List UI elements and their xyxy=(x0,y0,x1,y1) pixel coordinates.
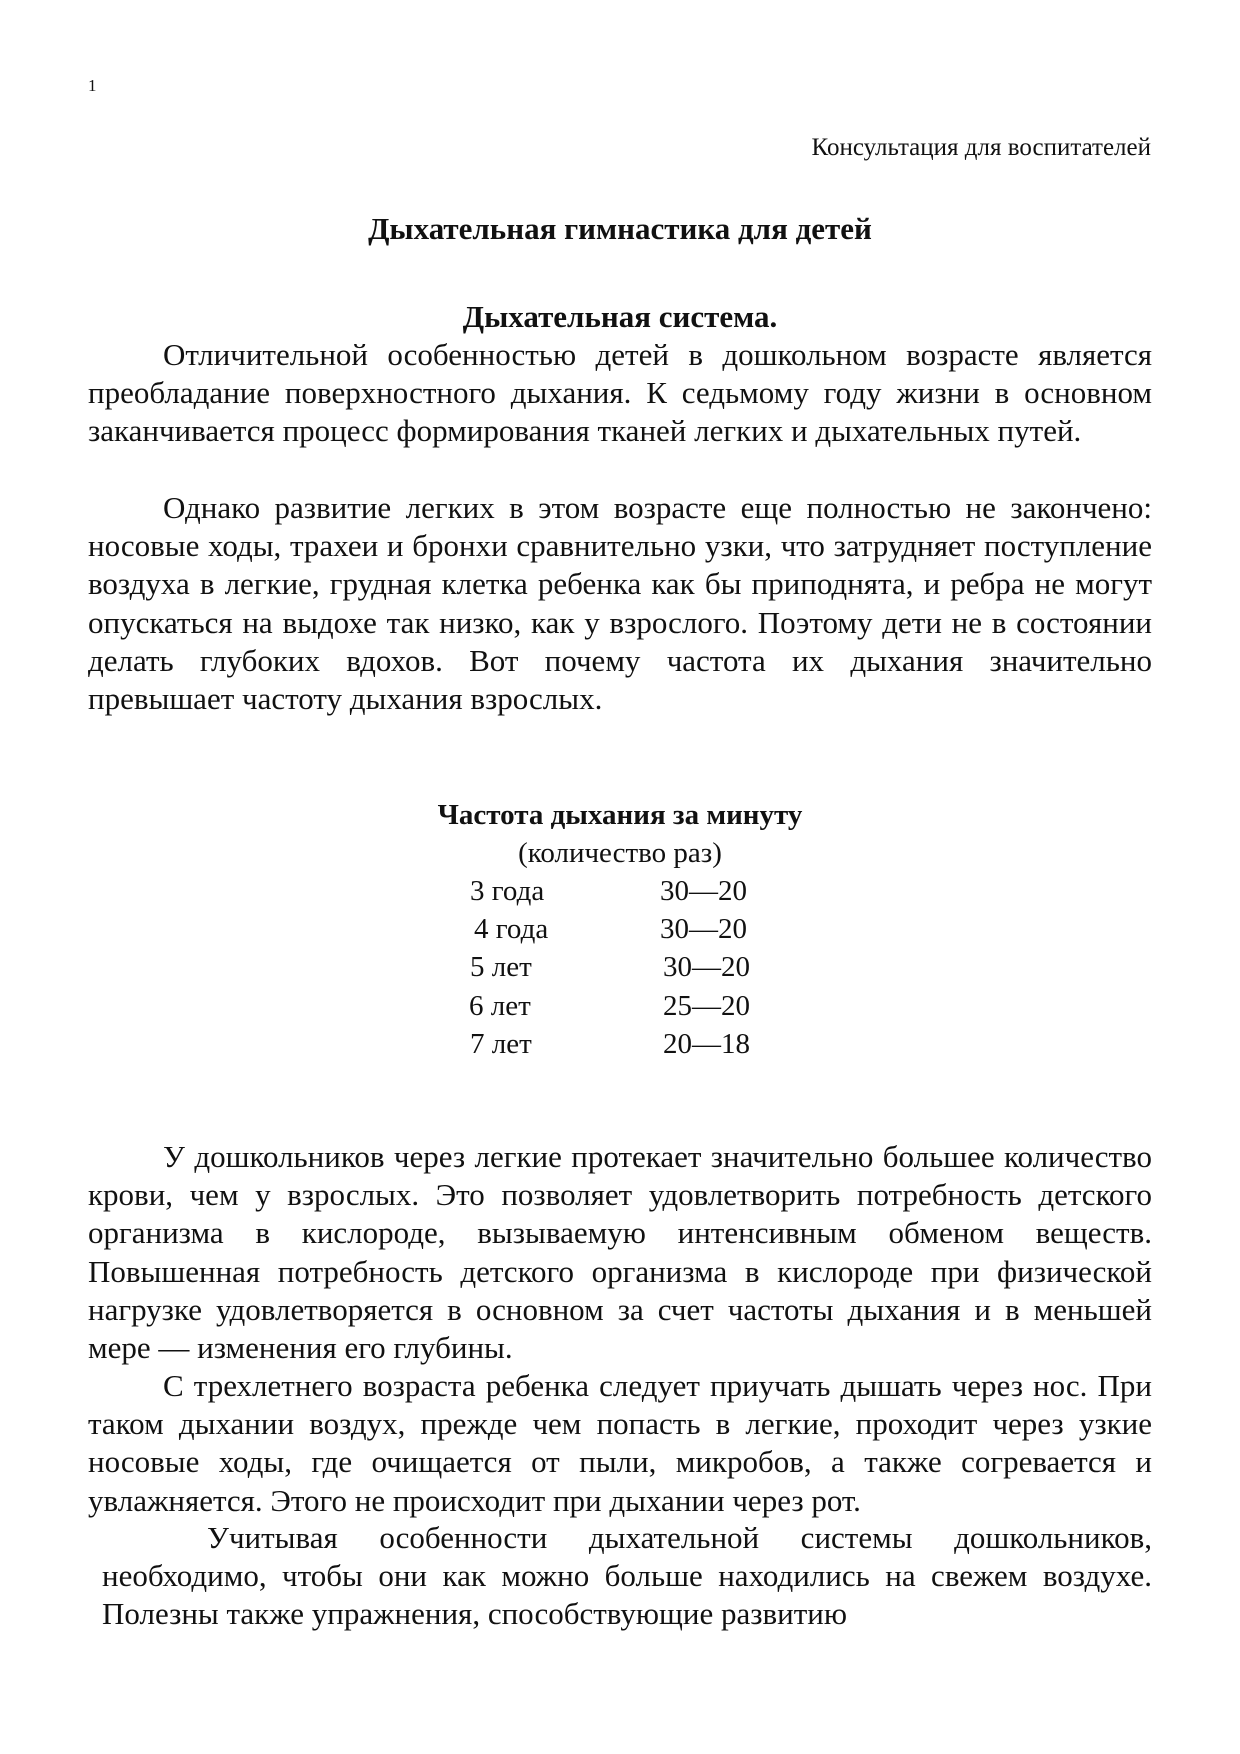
paragraph-fresh-air: Учитывая особенности дыхательной системы дошкольников, необходимо, чтобы они как можно больше находились на свежем воздухе. Полезны также упражнения, способствующие развитию xyxy=(102,1520,1152,1632)
table-row xyxy=(470,948,800,986)
paragraph-intro: Отличительной особенностью детей в дошкольном возрасте является преобладание поверхностного дыхания. К седьмому году жизни в основном заканчивается процесс формирования тканей легких и дыхательных путей. xyxy=(88,337,1152,449)
rate-cell: 25—20 xyxy=(663,990,750,1022)
rate-cell: 20—18 xyxy=(663,1028,750,1060)
age-cell: 4 года xyxy=(474,913,549,945)
table-row xyxy=(470,1025,800,1063)
paragraph-blood-flow: У дошкольников через легкие протекает значительно большее количество крови, чем у взрослых. Это позволяет удовлетворить потребность детского организма в кислороде, вызываемую интенсивным обменом веществ. Повышенная потребность детского организма в кислороде при физической нагрузке удовлетворяется в основном за счет частоты дыхания и в меньшей мере — изменения его глубины. xyxy=(88,1139,1152,1366)
table-row xyxy=(470,910,800,948)
paragraph-nose-breathing: С трехлетнего возраста ребенка следует приучать дышать через нос. При таком дыхании воздух, прежде чем попасть в легкие, проходит через узкие носовые ходы, где очищается от пыли, микробов, а также согревается и увлажняется. Этого не происходит при дыхании через рот. xyxy=(88,1368,1152,1518)
paragraph-lung-development: Однако развитие легких в этом возрасте еще полностью не закончено: носовые ходы, трахеи и бронхи сравнительно узки, что затрудняет поступление воздуха в легкие, грудная клетка ребенка как бы приподнята, и ребра не могут опускаться на выдохе так низко, как у взрослого. Поэтому дети не в состоянии делать глубоких вдохов. Вот почему частота их дыхания значительно превышает частоту дыхания взрослых. xyxy=(88,490,1152,717)
age-cell: 3 года xyxy=(470,875,545,907)
page-title: Дыхательная гимнастика для детей xyxy=(368,211,872,246)
table-subtitle: (количество раз) xyxy=(518,837,722,869)
age-cell: 7 лет xyxy=(470,1028,532,1060)
rate-cell: 30—20 xyxy=(660,913,747,945)
page-number: 1 xyxy=(88,76,97,95)
section-heading: Дыхательная система. xyxy=(462,299,778,334)
table-row xyxy=(470,872,800,910)
age-cell: 6 лет xyxy=(469,990,531,1022)
age-cell: 5 лет xyxy=(470,951,532,983)
rate-cell: 30—20 xyxy=(660,875,747,907)
table-row xyxy=(470,987,800,1025)
header-note: Консультация для воспитателей xyxy=(811,134,1151,161)
table-title: Частота дыхания за минуту xyxy=(437,799,803,831)
rate-cell: 30—20 xyxy=(663,951,750,983)
